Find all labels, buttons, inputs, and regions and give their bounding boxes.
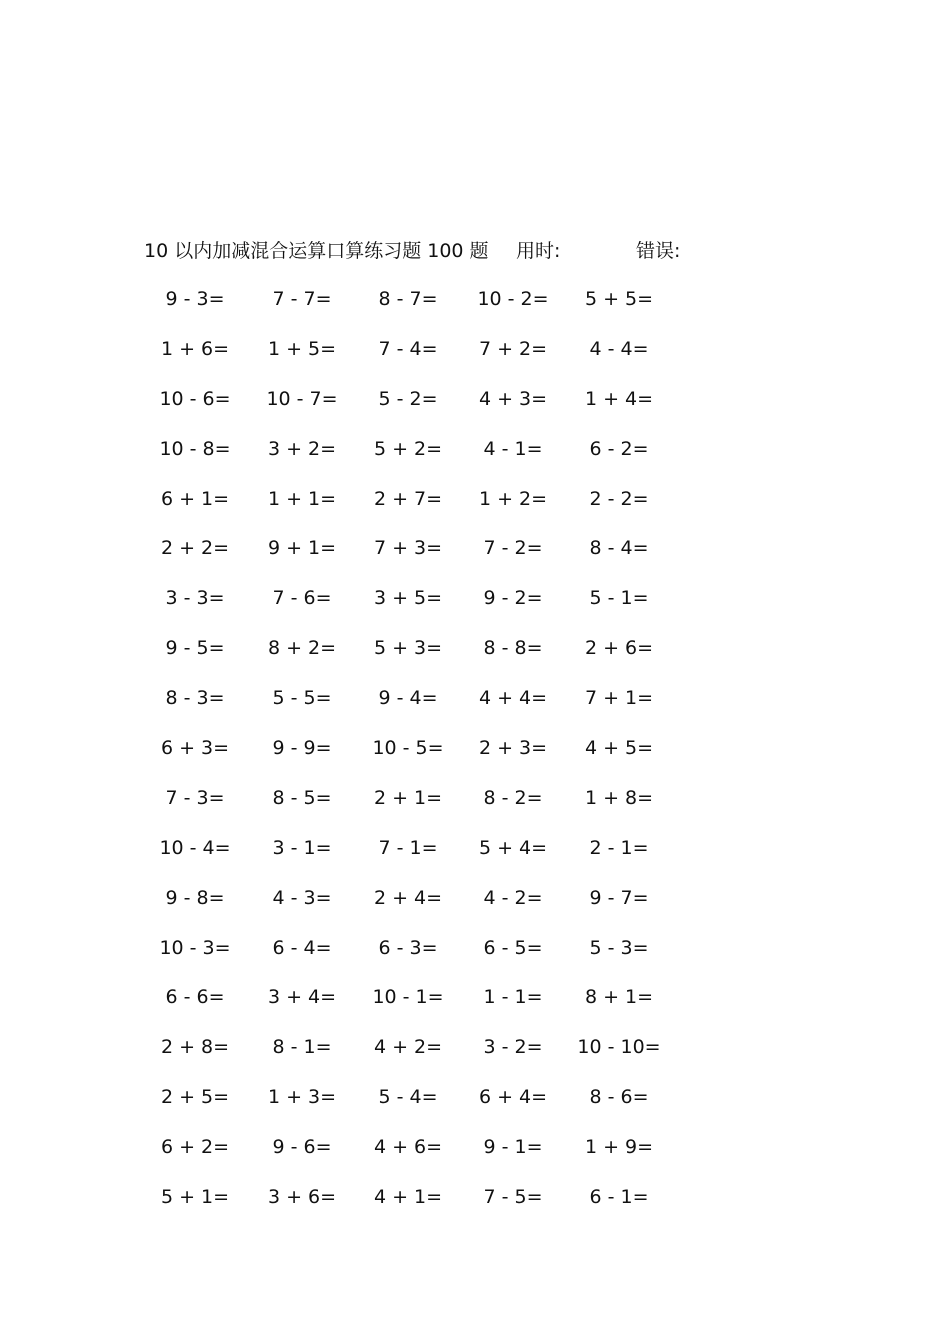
arithmetic-problem: 5 + 1= [160,1186,230,1209]
problem-row [140,1081,700,1131]
problem-row [140,932,700,982]
arithmetic-problem: 8 - 3= [165,687,225,710]
arithmetic-problem: 8 + 1= [584,986,654,1009]
problem-row [140,582,700,632]
arithmetic-problem: 10 - 4= [159,836,231,859]
arithmetic-problem: 2 - 1= [589,836,649,859]
arithmetic-problem: 3 + 2= [267,437,337,460]
arithmetic-problem: 3 + 6= [267,1186,337,1209]
arithmetic-problem: 9 - 8= [165,886,225,909]
arithmetic-problem: 10 - 7= [266,387,338,410]
arithmetic-problem: 7 - 4= [378,337,438,360]
arithmetic-problem: 5 - 1= [589,587,649,610]
problem-row [140,1031,700,1081]
arithmetic-problem: 7 - 1= [378,836,438,859]
arithmetic-problem: 9 - 5= [165,637,225,660]
problem-row [140,532,700,582]
time-used-label: 用时: [516,240,561,262]
arithmetic-problem: 7 + 1= [584,687,654,710]
arithmetic-problem: 2 + 1= [373,786,443,809]
problem-grid [140,283,700,1231]
arithmetic-problem: 6 - 4= [272,936,332,959]
arithmetic-problem: 1 + 6= [160,337,230,360]
arithmetic-problem: 7 - 3= [165,786,225,809]
arithmetic-problem: 3 + 4= [267,986,337,1009]
arithmetic-problem: 1 + 4= [584,387,654,410]
arithmetic-problem: 6 - 5= [483,936,543,959]
arithmetic-problem: 8 - 7= [378,288,438,310]
arithmetic-problem: 4 + 1= [373,1186,443,1209]
problem-row [140,682,700,732]
arithmetic-problem: 3 - 2= [483,1036,543,1059]
problem-row [140,483,700,533]
arithmetic-problem: 7 - 6= [272,587,332,610]
arithmetic-problem: 6 + 3= [160,737,230,760]
arithmetic-problem: 2 + 8= [160,1036,230,1059]
arithmetic-problem: 1 - 1= [483,986,543,1009]
problem-row [140,632,700,682]
problem-row [140,1131,700,1181]
arithmetic-problem: 4 - 1= [483,437,543,460]
arithmetic-problem: 5 - 5= [272,687,332,710]
arithmetic-problem: 10 - 3= [159,936,231,959]
problem-row [140,981,700,1031]
arithmetic-problem: 5 - 4= [378,1086,438,1109]
problem-row [140,283,700,333]
worksheet-title: 10 以内加减混合运算口算练习题 100 题 [144,240,489,262]
problem-row [140,433,700,483]
arithmetic-problem: 4 - 2= [483,886,543,909]
arithmetic-problem: 1 + 8= [584,786,654,809]
arithmetic-problem: 6 - 6= [165,986,225,1009]
arithmetic-problem: 9 - 4= [378,687,438,710]
arithmetic-problem: 1 + 1= [267,487,337,510]
arithmetic-problem: 4 + 2= [373,1036,443,1059]
arithmetic-problem: 2 + 7= [373,487,443,510]
arithmetic-problem: 9 - 6= [272,1136,332,1159]
arithmetic-problem: 2 - 2= [589,487,649,510]
arithmetic-problem: 4 + 3= [478,387,548,410]
arithmetic-problem: 6 + 2= [160,1136,230,1159]
arithmetic-problem: 4 + 5= [584,737,654,760]
arithmetic-problem: 5 + 3= [373,637,443,660]
arithmetic-problem: 4 - 4= [589,337,649,360]
problem-row [140,1181,700,1231]
arithmetic-problem: 10 - 8= [159,437,231,460]
arithmetic-problem: 5 + 5= [584,288,654,310]
arithmetic-problem: 1 + 3= [267,1086,337,1109]
arithmetic-problem: 8 - 1= [272,1036,332,1059]
arithmetic-problem: 5 - 2= [378,387,438,410]
problem-row [140,383,700,433]
arithmetic-problem: 8 - 2= [483,786,543,809]
arithmetic-problem: 10 - 1= [372,986,444,1009]
arithmetic-problem: 10 - 10= [577,1036,661,1059]
arithmetic-problem: 8 - 5= [272,786,332,809]
arithmetic-problem: 1 + 5= [267,337,337,360]
arithmetic-problem: 4 - 3= [272,886,332,909]
errors-label: 错误: [636,240,681,262]
arithmetic-problem: 2 + 5= [160,1086,230,1109]
arithmetic-problem: 7 - 5= [483,1186,543,1209]
arithmetic-problem: 2 + 3= [478,737,548,760]
arithmetic-problem: 6 + 4= [478,1086,548,1109]
arithmetic-problem: 7 - 2= [483,537,543,560]
arithmetic-problem: 2 + 6= [584,637,654,660]
arithmetic-problem: 1 + 2= [478,487,548,510]
arithmetic-problem: 9 - 1= [483,1136,543,1159]
arithmetic-problem: 1 + 9= [584,1136,654,1159]
arithmetic-problem: 10 - 6= [159,387,231,410]
arithmetic-problem: 3 - 1= [272,836,332,859]
problem-row [140,782,700,832]
arithmetic-problem: 8 - 6= [589,1086,649,1109]
arithmetic-problem: 6 - 2= [589,437,649,460]
arithmetic-problem: 3 - 3= [165,587,225,610]
arithmetic-problem: 7 + 2= [478,337,548,360]
arithmetic-problem: 8 - 4= [589,537,649,560]
arithmetic-problem: 3 + 5= [373,587,443,610]
arithmetic-problem: 4 + 4= [478,687,548,710]
problem-row [140,832,700,882]
arithmetic-problem: 9 - 7= [589,886,649,909]
problem-row [140,333,700,383]
problem-row [140,882,700,932]
arithmetic-problem: 9 - 9= [272,737,332,760]
arithmetic-problem: 6 - 3= [378,936,438,959]
arithmetic-problem: 10 - 2= [477,288,549,310]
arithmetic-problem: 4 + 6= [373,1136,443,1159]
arithmetic-problem: 7 - 7= [272,288,332,310]
arithmetic-problem: 8 + 2= [267,637,337,660]
arithmetic-problem: 5 + 4= [478,836,548,859]
problem-row [140,732,700,782]
arithmetic-problem: 6 + 1= [160,487,230,510]
arithmetic-problem: 2 + 4= [373,886,443,909]
worksheet-header [144,236,764,266]
arithmetic-problem: 7 + 3= [373,537,443,560]
arithmetic-problem: 5 - 3= [589,936,649,959]
arithmetic-problem: 5 + 2= [373,437,443,460]
arithmetic-problem: 9 - 2= [483,587,543,610]
arithmetic-problem: 10 - 5= [372,737,444,760]
arithmetic-problem: 2 + 2= [160,537,230,560]
arithmetic-problem: 9 - 3= [165,288,225,310]
arithmetic-problem: 6 - 1= [589,1186,649,1209]
arithmetic-problem: 8 - 8= [483,637,543,660]
arithmetic-problem: 9 + 1= [267,537,337,560]
